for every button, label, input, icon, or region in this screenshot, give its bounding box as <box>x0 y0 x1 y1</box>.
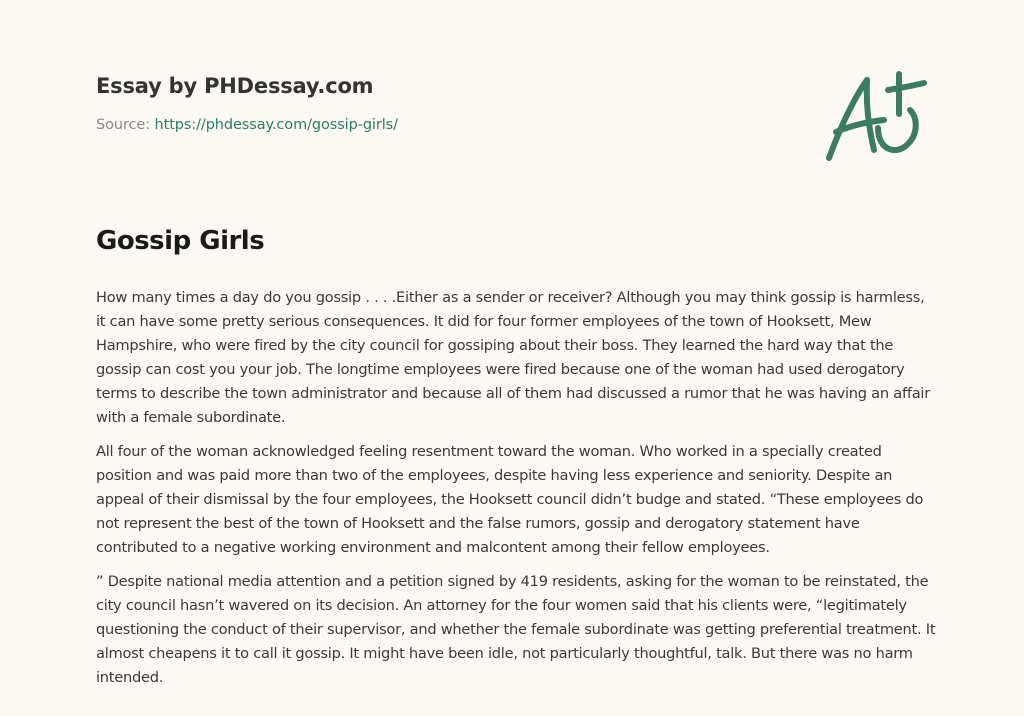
source-label: Source: <box>96 117 150 133</box>
paragraph: ” Despite national media attention and a petition signed by 419 residents, asking for the woman to be reinstated, the city council hasn’t wavered on its decision. An attorney for the four women said that his clients were, “legitimately questioning the conduct of their supervisor, and whether the female subordinate was getting preferential treatment. It almost cheapens it to call it gossip. It might have been idle, not particularly thoughtful, talk. But there was no harm intended. <box>96 573 936 686</box>
page-header <box>96 74 796 133</box>
site-title: Essay by PHDessay.com <box>96 74 374 98</box>
paragraph: How many times a day do you gossip . . . .Either as a sender or receiver? Although you may think gossip is harmless, it can have some pretty serious consequences. It did for four former employees of the town of Hooksett, Mew Hampshire, who were fired by the city council for gossiping about their boss. They learned the hard way that the gossip can cost you your job. The longtime employees were fired because one of the woman had used derogatory terms to describe the town administrator and because all of them had discussed a rumor that he was having an affair with a female subordinate. <box>96 289 930 426</box>
paragraph: All four of the woman acknowledged feeling resentment toward the woman. Who worked in a specially created position and was paid more than two of the employees, despite having less experience and seniority. Despite an appeal of their dismissal by the four employees, the Hooksett council didn’t budge and stated. “These employees do not represent the best of the town of Hooksett and the false rumors, gossip and derogatory statement have contributed to a negative working environment and malcontent among their fellow employees. <box>96 443 924 556</box>
source-line <box>96 117 796 133</box>
article-body <box>96 286 936 700</box>
a-plus-grade-icon <box>822 66 932 166</box>
source-link[interactable]: https://phdessay.com/gossip-girls/ <box>154 117 398 133</box>
article-title: Gossip Girls <box>96 226 265 256</box>
